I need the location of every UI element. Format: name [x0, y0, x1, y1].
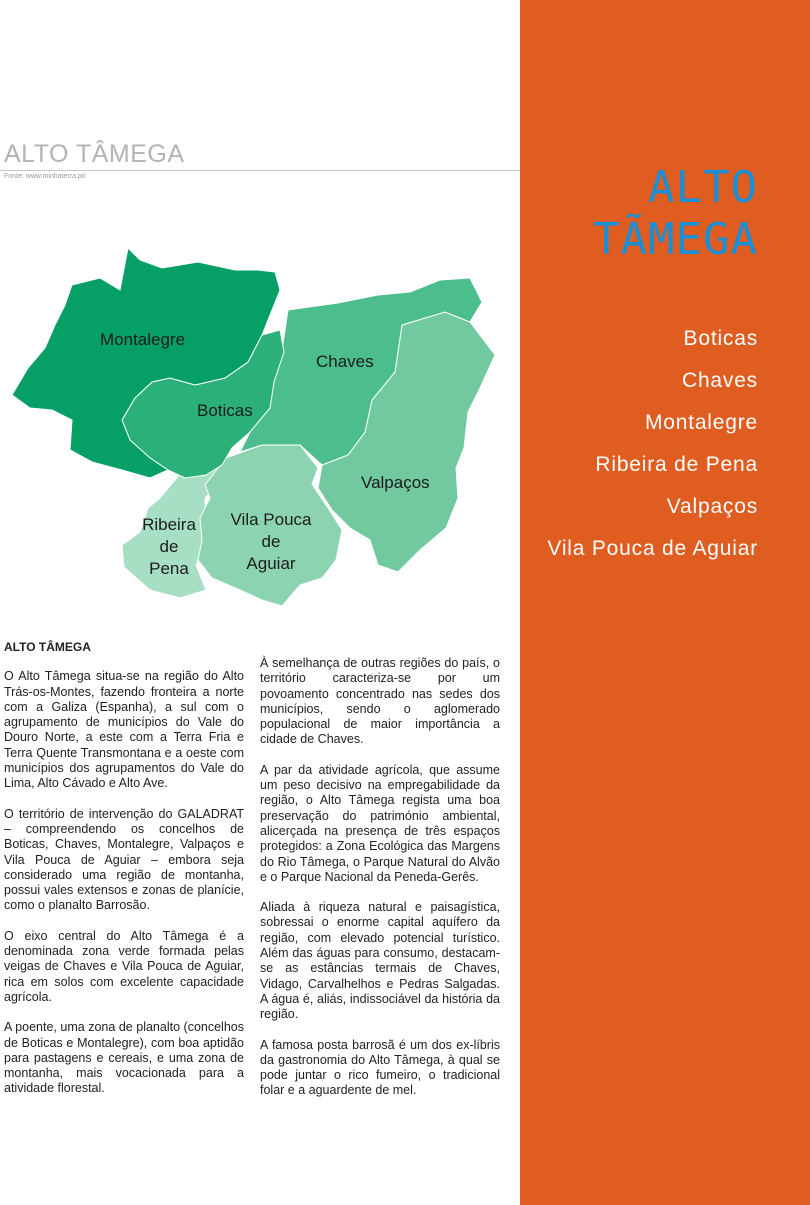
article-column-right: [260, 656, 500, 1114]
municipality-item: Valpaços: [666, 495, 758, 518]
article-paragraph: À semelhança de outras regiões do país, o território caracteriza-se por um povoamento concentrado nas sedes dos municípios, sendo o aglomerado populacional de maior importância a cidade de Chaves.: [260, 656, 500, 747]
article-paragraph: O Alto Tâmega situa-se na região do Alto Trás-os-Montes, fazendo fronteira a norte com a Galiza (Espanha), a sul com o agrupamento de municípios do Vale do Douro Norte, a este com a Terra Fria e Terra Quente Transmontana e a oeste com municípios dos agrupamentos do Vale do Lima, Alto Cávado e Alto Ave.: [4, 669, 244, 791]
map-label-chaves: Chaves: [316, 352, 374, 371]
article-column-left: [4, 640, 244, 1112]
municipality-item: Chaves: [681, 369, 758, 392]
map-label-ribeira-line3: Pena: [149, 559, 189, 578]
sidebar-title-line2: TÃMEGA: [593, 214, 758, 265]
article-paragraph: O território de intervenção do GALADRAT – compreendendo os concelhos de Boticas, Chaves, Montalegre, Valpaços e Vila Pouca de Aguiar – embora seja considerado uma região de montanha, possui vales extensos e zonas de planície, como o planalto Barrosão.: [4, 806, 244, 913]
municipality-item: Montalegre: [644, 411, 758, 434]
map-label-ribeira-line1: Ribeira: [142, 515, 196, 534]
municipality-item: Ribeira de Pena: [595, 453, 758, 476]
map-label-vila-pouca-line3: Aguiar: [246, 554, 296, 573]
municipality-list: [547, 318, 758, 570]
map-label-vila-pouca-line2: de: [261, 532, 281, 551]
map-label-vila-pouca-line1: Vila Pouca: [230, 510, 312, 529]
municipality-item: Boticas: [683, 327, 758, 350]
sidebar-panel: [520, 0, 810, 1205]
sidebar-title-line1: ALTO: [648, 162, 758, 213]
source-note: Fonte: www.minhaterra.pt/: [4, 173, 86, 180]
map-label-boticas: Boticas: [197, 401, 253, 420]
map-label-valpacos: Valpaços: [361, 473, 430, 492]
title-divider: [0, 170, 520, 171]
page-title: ALTO TÂMEGA: [4, 140, 185, 168]
sidebar-title: [593, 162, 758, 266]
municipality-item: Vila Pouca de Aguiar: [547, 537, 758, 560]
article-paragraph: A par da atividade agrícola, que assume um peso decisivo na empregabilidade da região, o Alto Tâmega regista uma boa preservação do património ambiental, alicerçada na presença de três espaços protegidos: a Zona Ecológica das Margens do Rio Tâmega, o Parque Natural do Alvão e o Parque Nacional da Peneda-Gerês.: [260, 762, 500, 884]
article-paragraph: Aliada à riqueza natural e paisagística, sobressai o enorme capital aquífero da região, com elevado potencial turístico. Além das águas para consumo, destacam-se as estâncias termais de Chaves, Vidago, Carvalhelhos e Pedras Salgadas. A água é, aliás, indissociável da história da região.: [260, 900, 500, 1022]
map-label-ribeira-line2: de: [159, 537, 179, 556]
article-paragraph: A poente, uma zona de planalto (concelhos de Boticas e Montalegre), com boa aptidão para pastagens e cereais, e uma zona de montanha, mais vocacionada para a atividade florestal.: [4, 1020, 244, 1096]
region-map: [0, 235, 510, 615]
article-paragraph: A famosa posta barrosã é um dos ex-líbris da gastronomia do Alto Tâmega, à qual se pode juntar o rico fumeiro, o tradicional folar e a aguardente de mel.: [260, 1037, 500, 1098]
map-label-montalegre: Montalegre: [100, 330, 186, 349]
article-paragraph: O eixo central do Alto Tâmega é a denominada zona verde formada pelas veigas de Chaves e Vila Pouca de Aguiar, rica em solos com excelente capacidade agrícola.: [4, 928, 244, 1004]
article-heading: ALTO TÂMEGA: [4, 640, 91, 654]
